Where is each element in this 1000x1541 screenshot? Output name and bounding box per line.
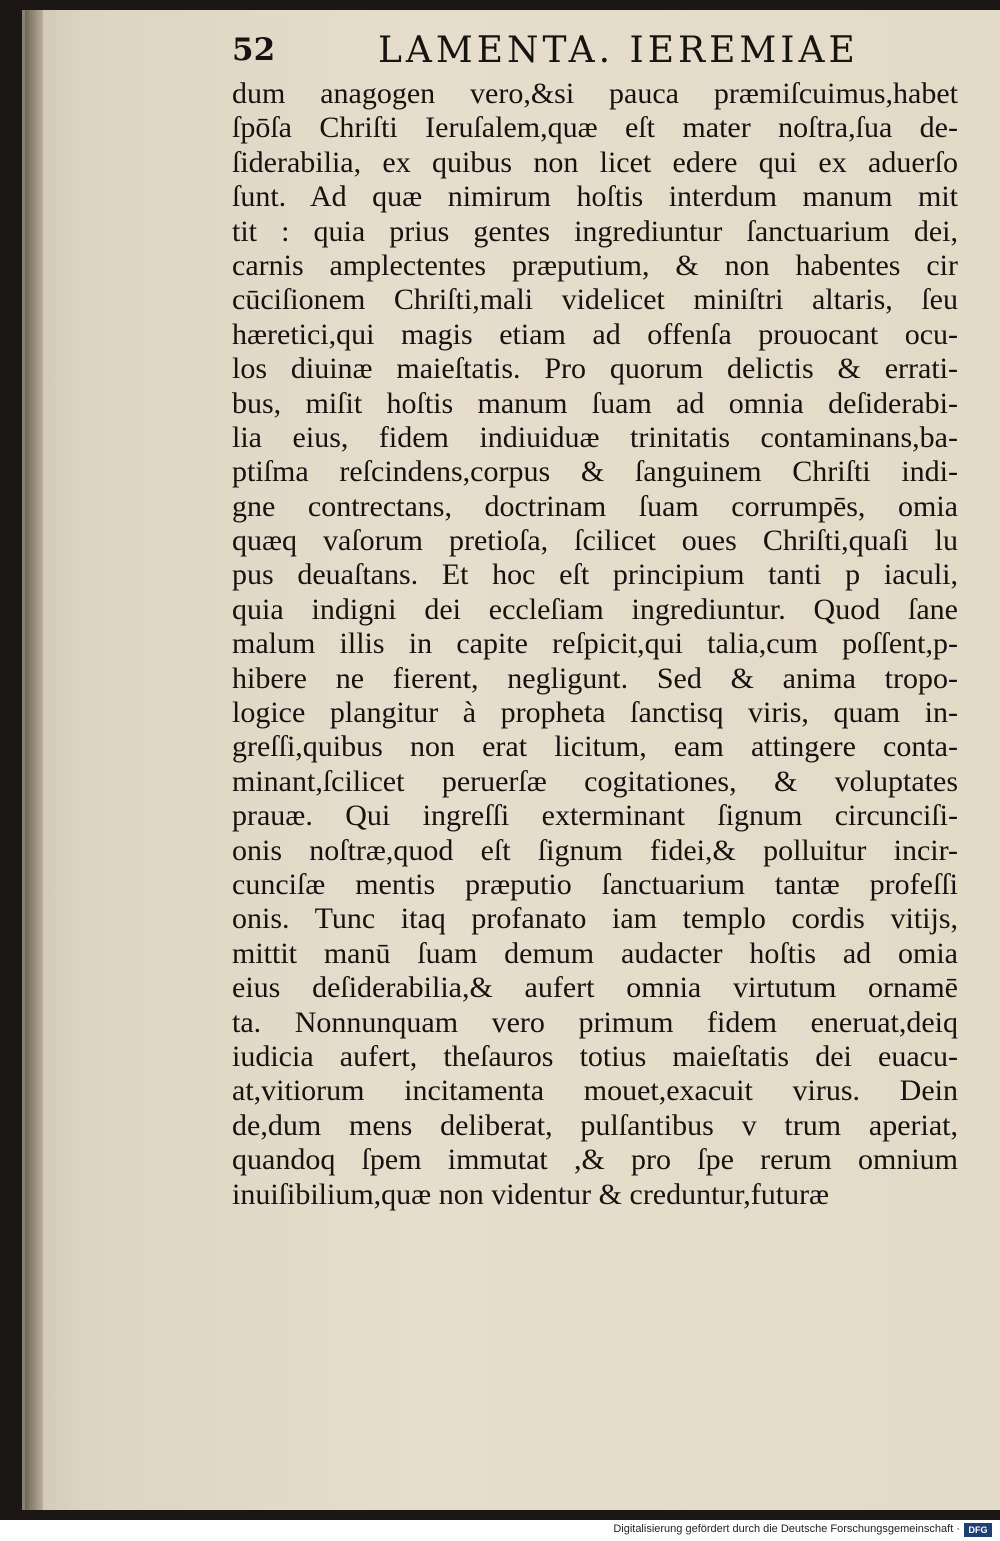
- text-line: pus deuaſtans. Et hoc eſt principium tanti p iaculi,: [232, 558, 958, 592]
- text-line: cunciſӕ mentis prӕputio ſanctuarium tantӕ profeſſi: [232, 867, 958, 901]
- page-header: [232, 30, 882, 74]
- text-line: ſpōſa Chriſti Ieruſalem,quӕ eſt mater noſtra,ſua de-: [232, 111, 958, 145]
- text-line: dum anagogen vero,&si pauca prӕmiſcuimus,habet: [232, 77, 958, 110]
- text-line: greſſi,quibus non erat licitum, eam attingere conta-: [232, 730, 958, 764]
- text-line: quandoq ſpem immutat ,& pro ſpe rerum omnium: [232, 1143, 958, 1177]
- text-line: malum illis in capite reſpicit,qui talia,cum poſſent,p-: [232, 627, 958, 661]
- text-line: mittit manū ſuam demum audacter hoſtis ad omia: [232, 936, 958, 970]
- text-line: hӕretici,qui magis etiam ad offenſa prouocant ocu-: [232, 317, 958, 351]
- text-line: minant,ſcilicet peruerſӕ cogitationes, & voluptates: [232, 764, 958, 798]
- footer-credit: Digitalisierung gefördert durch die Deutsche Forschungsgemeinschaft ·: [613, 1523, 960, 1535]
- text-line: tit : quia prius gentes ingrediuntur ſanctuarium dei,: [232, 214, 958, 248]
- text-line: quӕq vaſorum pretioſa, ſcilicet oues Chriſti,quaſi lu: [232, 524, 958, 558]
- dfg-logo: DFG: [964, 1523, 992, 1537]
- text-line: bus, miſit hoſtis manum ſuam ad omnia deſiderabi-: [232, 386, 958, 420]
- page-number: 52: [232, 32, 276, 68]
- text-line: ſunt. Ad quӕ nimirum hoſtis interdum manum mit: [232, 180, 958, 214]
- text-line: iudicia aufert, theſauros totius maieſtatis dei euacu-: [232, 1039, 958, 1073]
- text-line: ta. Nonnunquam vero primum fidem eneruat,deiq: [232, 1005, 958, 1039]
- text-line: prauӕ. Qui ingreſſi exterminant ſignum circunciſi-: [232, 799, 958, 833]
- text-line: carnis amplectentes prӕputium, & non habentes cir: [232, 248, 958, 282]
- body-text: [232, 77, 958, 1212]
- running-title: LAMENTA. IEREMIAE: [378, 30, 859, 71]
- text-line: onis. Tunc itaq profanato iam templo cordis vitijs,: [232, 902, 958, 936]
- text-line: de,dum mens deliberat, pulſantibus v trum aperiat,: [232, 1108, 958, 1142]
- text-line: ſiderabilia, ex quibus non licet edere qui ex aduerſo: [232, 145, 958, 179]
- text-line: onis noſtrӕ,quod eſt ſignum fidei,& polluitur incir-: [232, 833, 958, 867]
- text-line: eius deſiderabilia,& aufert omnia virtutum ornamē: [232, 971, 958, 1005]
- text-line: gne contrectans, doctrinam ſuam corrumpēs, omia: [232, 489, 958, 523]
- text-line: logice plangitur à propheta ſanctisq viris, quam in-: [232, 696, 958, 730]
- page-gutter-edge: [25, 10, 43, 1510]
- footer-bar: [0, 1520, 1000, 1541]
- text-line: los diuinӕ maieſtatis. Pro quorum delictis & errati-: [232, 352, 958, 386]
- text-line: hibere ne fierent, negligunt. Sed & anima tropo-: [232, 661, 958, 695]
- text-line: lia eius, fidem indiuiduӕ trinitatis contaminans,ba-: [232, 420, 958, 454]
- text-line: inuiſibilium,quӕ non videntur & creduntur,futurӕ: [232, 1177, 830, 1211]
- text-line: ptiſma reſcindens,corpus & ſanguinem Chriſti indi-: [232, 455, 958, 489]
- text-line: cūciſionem Chriſti,mali videlicet miniſtri altaris, ſeu: [232, 283, 958, 317]
- text-line: at,vitiorum incitamenta mouet,exacuit virus. Dein: [232, 1074, 958, 1108]
- text-line: quia indigni dei eccleſiam ingrediuntur. Quod ſane: [232, 592, 958, 626]
